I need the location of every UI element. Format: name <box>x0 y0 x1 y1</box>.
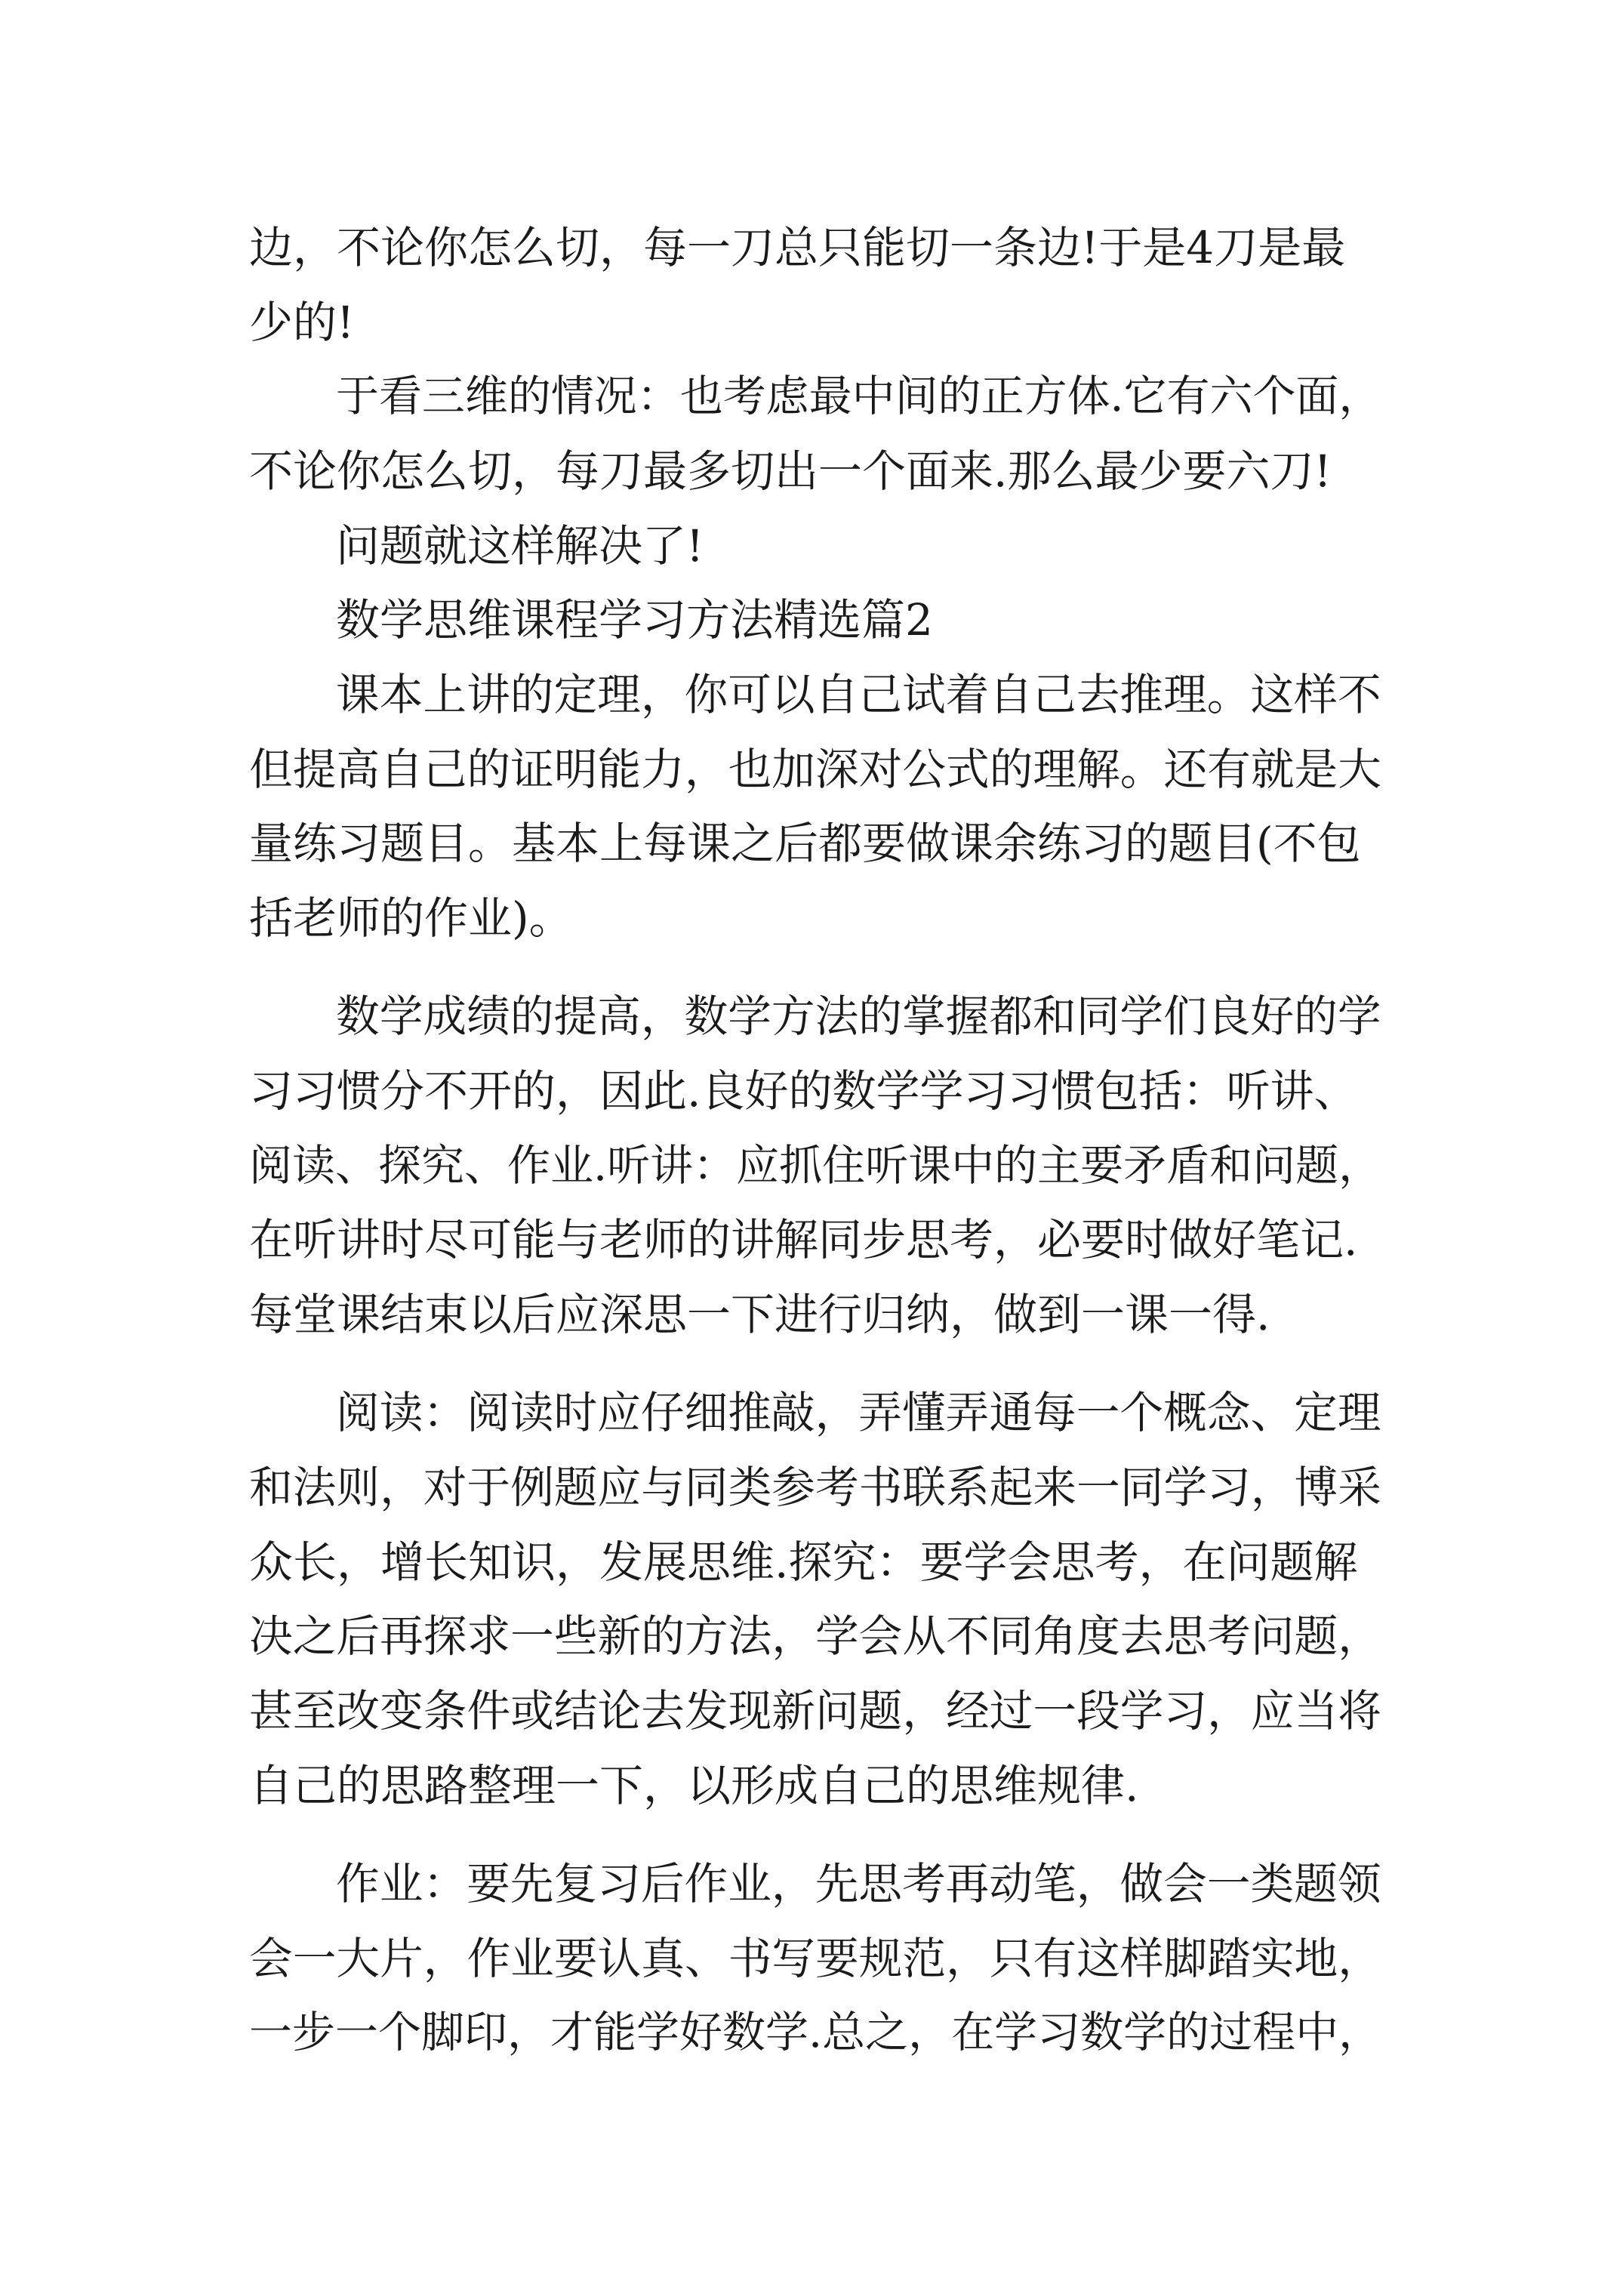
text-line-13: 阅读、探究、作业.听讲：应抓住听课中的主要矛盾和问题， <box>249 1141 1382 1191</box>
text-line-20: 甚至改变条件或结论去发现新问题，经过一段学习，应当将 <box>249 1685 1381 1737</box>
text-line-15: 每堂课结束以后应深思一下进行归纳，做到一课一得. <box>249 1289 1270 1340</box>
text-line-18: 众长，增长知识，发展思维.探究：要学会思考，在问题解 <box>249 1536 1358 1588</box>
text-line-7: 课本上讲的定理，你可以自己试着自己去推理。这样不 <box>336 669 1381 720</box>
text-line-10: 括老师的作业)。 <box>249 892 573 944</box>
text-line-9: 量练习题目。基本上每课之后都要做课余练习的题目(不包 <box>249 818 1361 869</box>
text-line-19: 决之后再探求一些新的方法，学会从不同角度去思考问题， <box>249 1610 1381 1662</box>
text-line-3: 于看三维的情况：也考虑最中间的正方体.它有六个面， <box>336 371 1382 421</box>
text-line-5: 问题就这样解决了! <box>336 520 704 572</box>
text-line-2: 少的! <box>249 297 355 348</box>
text-line-24: 一步一个脚印，才能学好数学.总之，在学习数学的过程中， <box>249 2008 1382 2057</box>
text-line-4: 不论你怎么切，每刀最多切出一个面来.那么最少要六刀! <box>249 445 1332 497</box>
text-line-11: 数学成绩的提高，数学方法的掌握都和同学们良好的学 <box>336 991 1381 1042</box>
text-line-12: 习习惯分不开的，因此.良好的数学学习习惯包括：听讲、 <box>249 1065 1358 1117</box>
section-heading: 数学思维课程学习方法精选篇2 <box>336 594 933 646</box>
text-line-23: 会一大片，作业要认真、书写要规范，只有这样脚踏实地， <box>249 1933 1381 1984</box>
text-line-16: 阅读：阅读时应仔细推敲，弄懂弄通每一个概念、定理 <box>336 1387 1381 1438</box>
text-line-1: 边，不论你怎么切，每一刀总只能切一条边!于是4刀是最 <box>249 222 1346 273</box>
text-line-21: 自己的思路整理一下，以形成自己的思维规律. <box>249 1760 1139 1811</box>
text-line-8: 但提高自己的证明能力，也加深对公式的理解。还有就是大 <box>249 744 1381 795</box>
text-line-17: 和法则，对于例题应与同类参考书联系起来一同学习，博采 <box>249 1462 1381 1513</box>
text-line-22: 作业：要先复习后作业，先思考再动笔，做会一类题领 <box>336 1858 1381 1909</box>
text-line-14: 在听讲时尽可能与老师的讲解同步思考，必要时做好笔记. <box>249 1214 1358 1265</box>
